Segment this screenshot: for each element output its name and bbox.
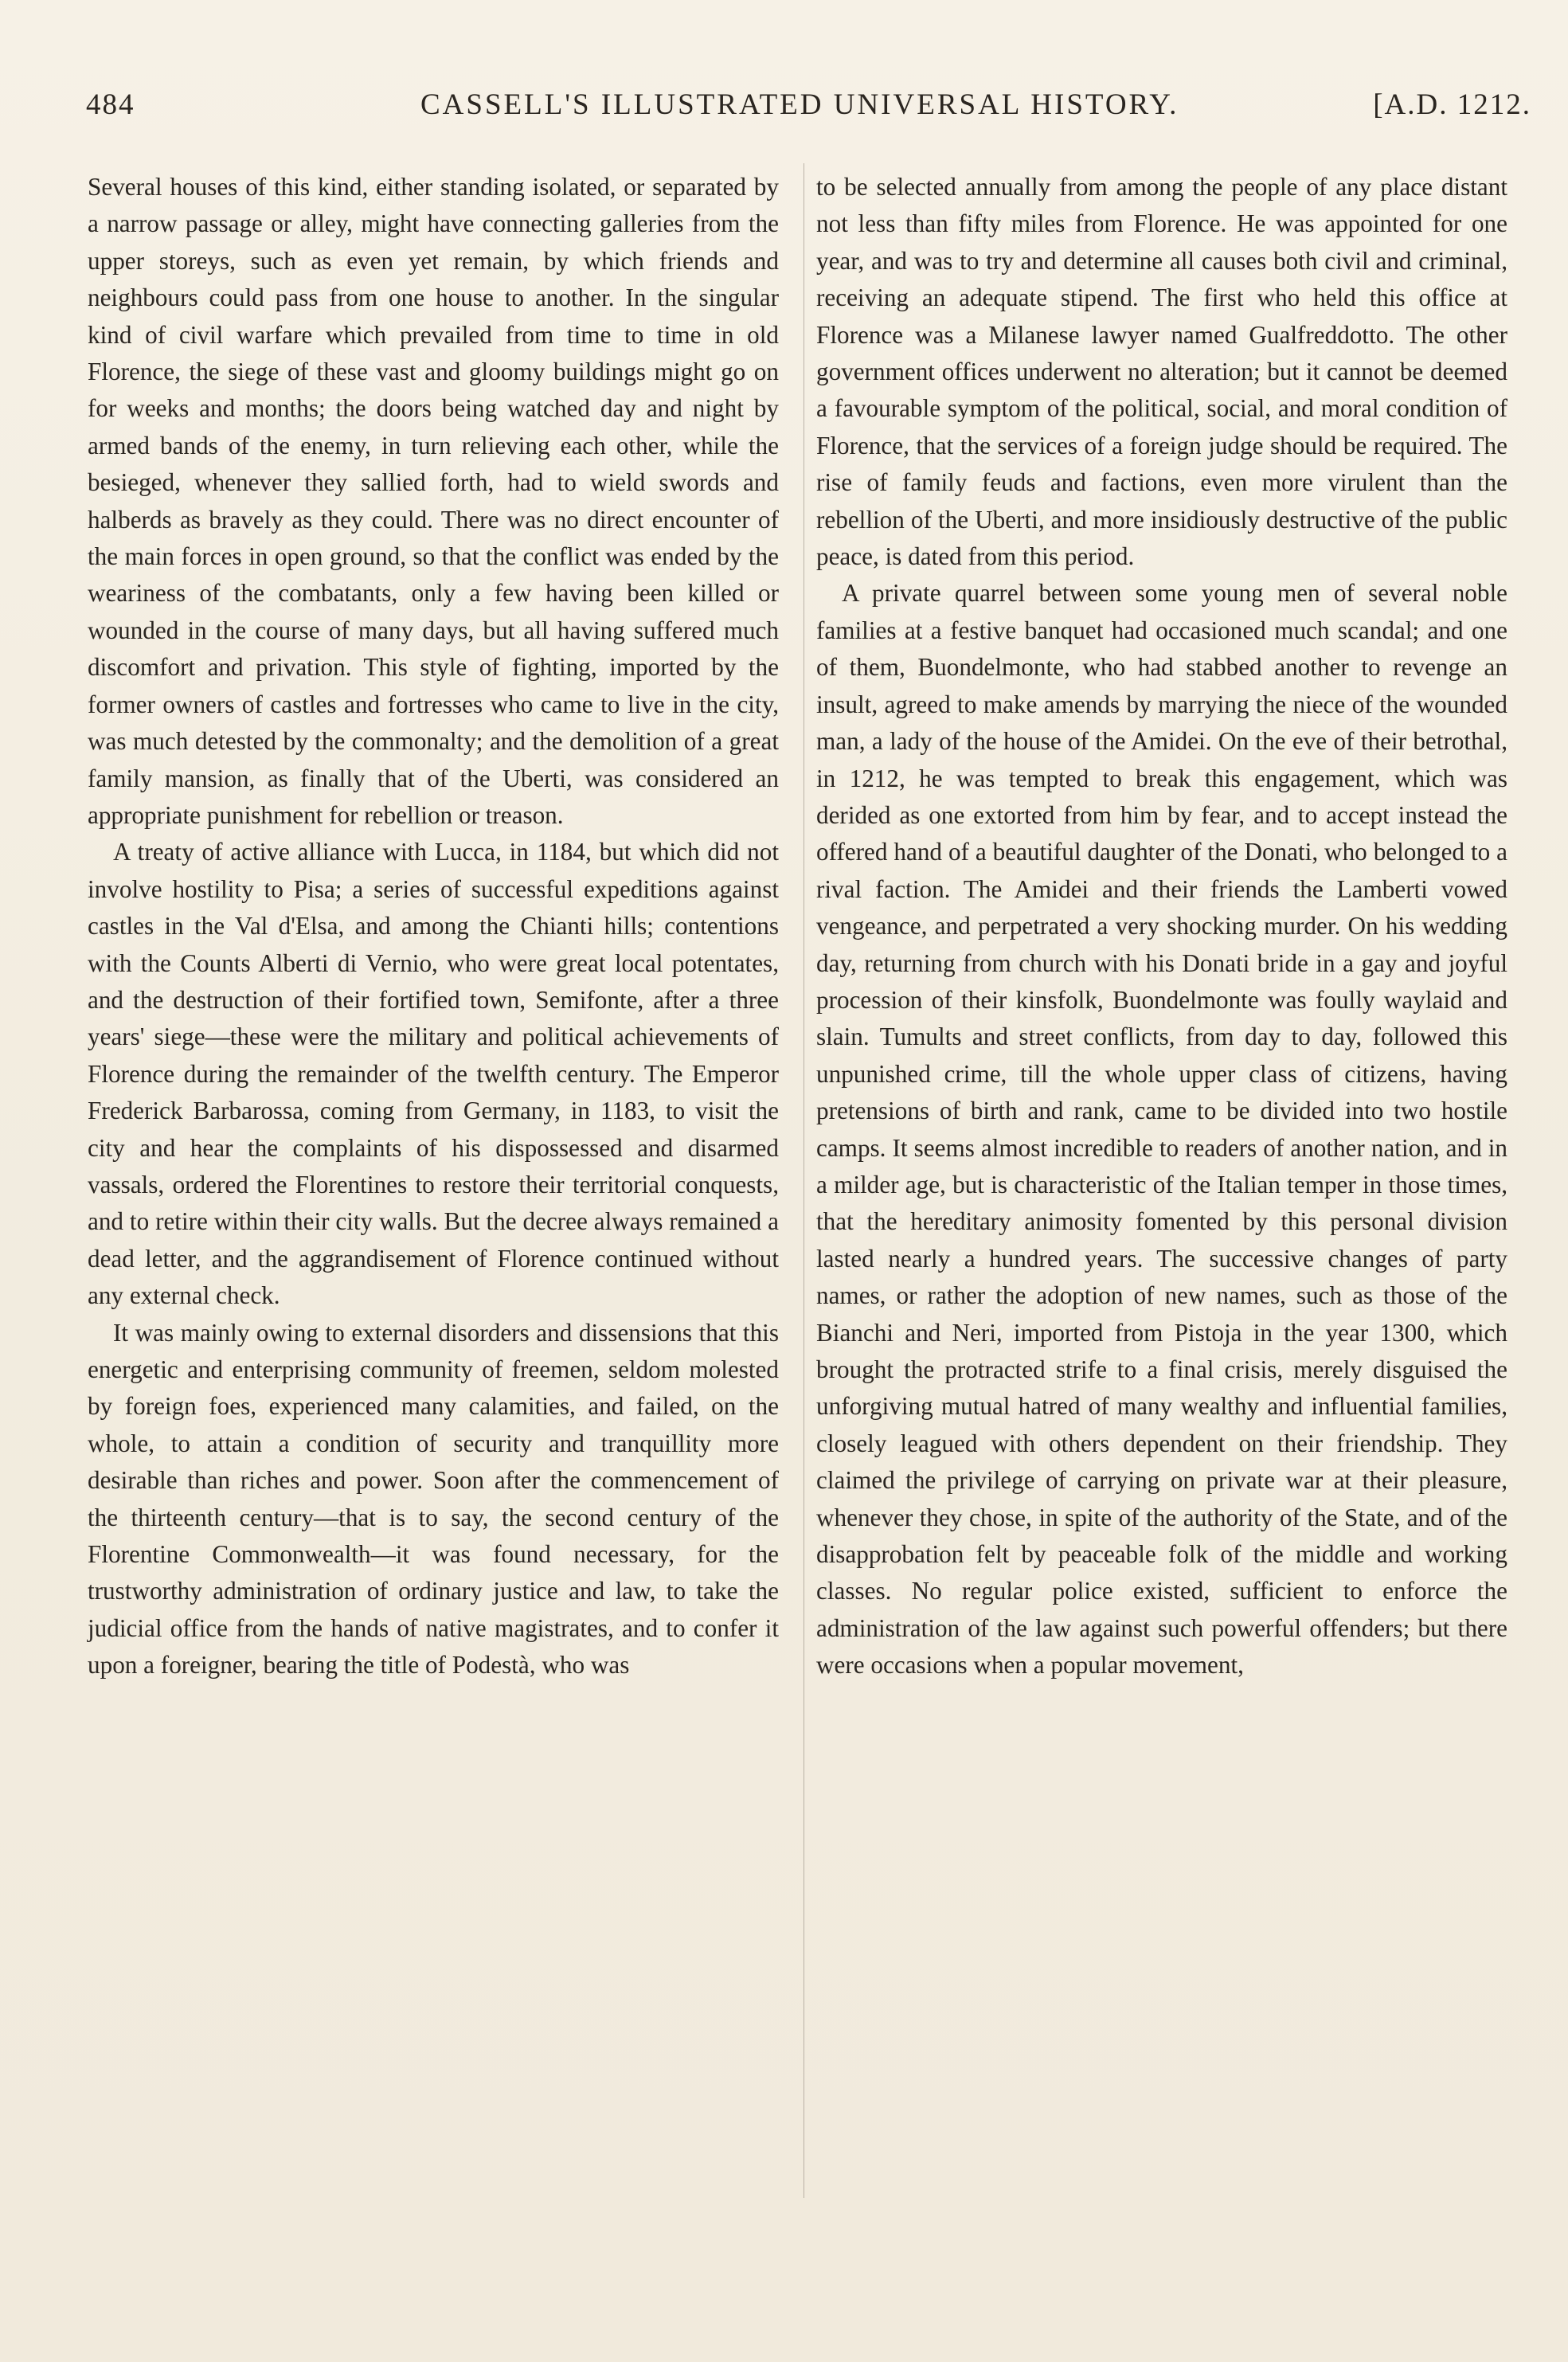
running-header	[86, 88, 1531, 135]
paragraph: to be selected annually from among the people of any place distant not less than fifty miles from Florence. He was appointed for one year, and was to try and determine all causes both civil and criminal, receiving an adequate stipend. The first who held this office at Florence was a Milanese lawyer named Gualfreddotto. The other government offices underwent no alteration; but it cannot be deemed a favourable symptom of the political, social, and moral condition of Florence, that the services of a foreign judge should be required. The rise of family feuds and factions, even more virulent than the rebellion of the Uberti, and more insidiously destructive of the public peace, is dated from this period.	[816, 173, 1507, 571]
paragraph: Several houses of this kind, either standing isolated, or separated by a narrow passage or alley, might have connecting galleries from the upper storeys, such as even yet remain, by which friends and neighbours could pass from one house to another. In the singular kind of civil warfare which prevailed from time to time in old Florence, the siege of these vast and gloomy buildings might go on for weeks and months; the doors being watched day and night by armed bands of the enemy, in turn relieving each other, while the besieged, whenever they sallied forth, had to wield swords and halberds as bravely as they could. There was no direct encounter of the main forces in open ground, so that the conflict was ended by the weariness of the combatants, only a few having been killed or wounded in the course of many days, but all having suffered much discomfort and privation. This style of fighting, imported by the former owners of castles and fortresses who came to live in the city, was much detested by the commonalty; and the demolition of a great family mansion, as finally that of the Uberti, was considered an appropriate punishment for rebellion or treason.	[88, 173, 779, 829]
left-column	[88, 169, 779, 1684]
paragraph: A private quarrel between some young men of several noble families at a festive banquet had occasioned much scandal; and one of them, Buondelmonte, who had stabbed another to revenge an insult, agreed to make amends by marrying the niece of the wounded man, a lady of the house of the Amidei. On the eve of their betrothal, in 1212, he was tempted to break this engagement, which was derided as one extorted from him by fear, and to accept instead the offered hand of a beautiful daughter of the Donati, who belonged to a rival faction. The Amidei and their friends the Lamberti vowed vengeance, and perpetrated a very shocking murder. On his wedding day, returning from church with his Donati bride in a gay and joyful procession of their kinsfolk, Buondelmonte was foully waylaid and slain. Tumults and street conflicts, from day to day, followed this unpunished crime, till the whole upper class of citizens, having pretensions of birth and rank, came to be divided into two hostile camps. It seems almost incredible to readers of another nation, and in a milder age, but is characteristic of the Italian temper in those times, that the hereditary animosity fomented by this personal division lasted nearly a hundred years. The successive changes of party names, or rather the adoption of new names, such as those of the Bianchi and Neri, imported from Pistoja in the year 1300, which brought the protracted strife to a final crisis, merely disguised the unforgiving mutual hatred of many wealthy and influential families, closely leagued with others dependent on their friendship. They claimed the privilege of carrying on private war at their pleasure, whenever they chose, in spite of the authority of the State, and of the disapprobation felt by peaceable folk of the middle and working classes. No regular police existed, sufficient to enforce the administration of the law against such powerful offenders; but there were occasions when a popular movement,	[816, 579, 1507, 1680]
paragraph: A treaty of active alliance with Lucca, in 1184, but which did not involve hostility to Pisa; a series of successful expeditions against castles in the Val d'Elsa, and among the Chianti hills; contentions with the Counts Alberti di Vernio, who were great local potentates, and the destruction of their fortified town, Semifonte, after a three years' siege—these were the military and political achievements of Florence during the remainder of the twelfth century. The Emperor Frederick Barbarossa, coming from Germany, in 1183, to visit the city and hear the complaints of his dispossessed and disarmed vassals, ordered the Florentines to restore their territorial conquests, and to retire within their city walls. But the decree always remained a dead letter, and the aggrandisement of Florence continued without any external check.	[88, 838, 779, 1310]
page-number: 484	[86, 88, 135, 121]
running-title: CASSELL'S ILLUSTRATED UNIVERSAL HISTORY.	[420, 88, 1179, 121]
date-reference: [A.D. 1212.	[1373, 88, 1531, 121]
right-column	[816, 169, 1507, 1684]
paragraph: It was mainly owing to external disorders and dissensions that this energetic and enterprising community of freemen, seldom molested by foreign foes, experienced many calamities, and failed, on the whole, to attain a condition of security and tranquillity more desirable than riches and power. Soon after the commencement of the thirteenth century—that is to say, the second century of the Florentine Commonwealth—it was found necessary, for the trustworthy administration of ordinary justice and law, to take the judicial office from the hands of native magistrates, and to confer it upon a foreigner, bearing the title of Podestà, who was	[88, 1318, 779, 1680]
